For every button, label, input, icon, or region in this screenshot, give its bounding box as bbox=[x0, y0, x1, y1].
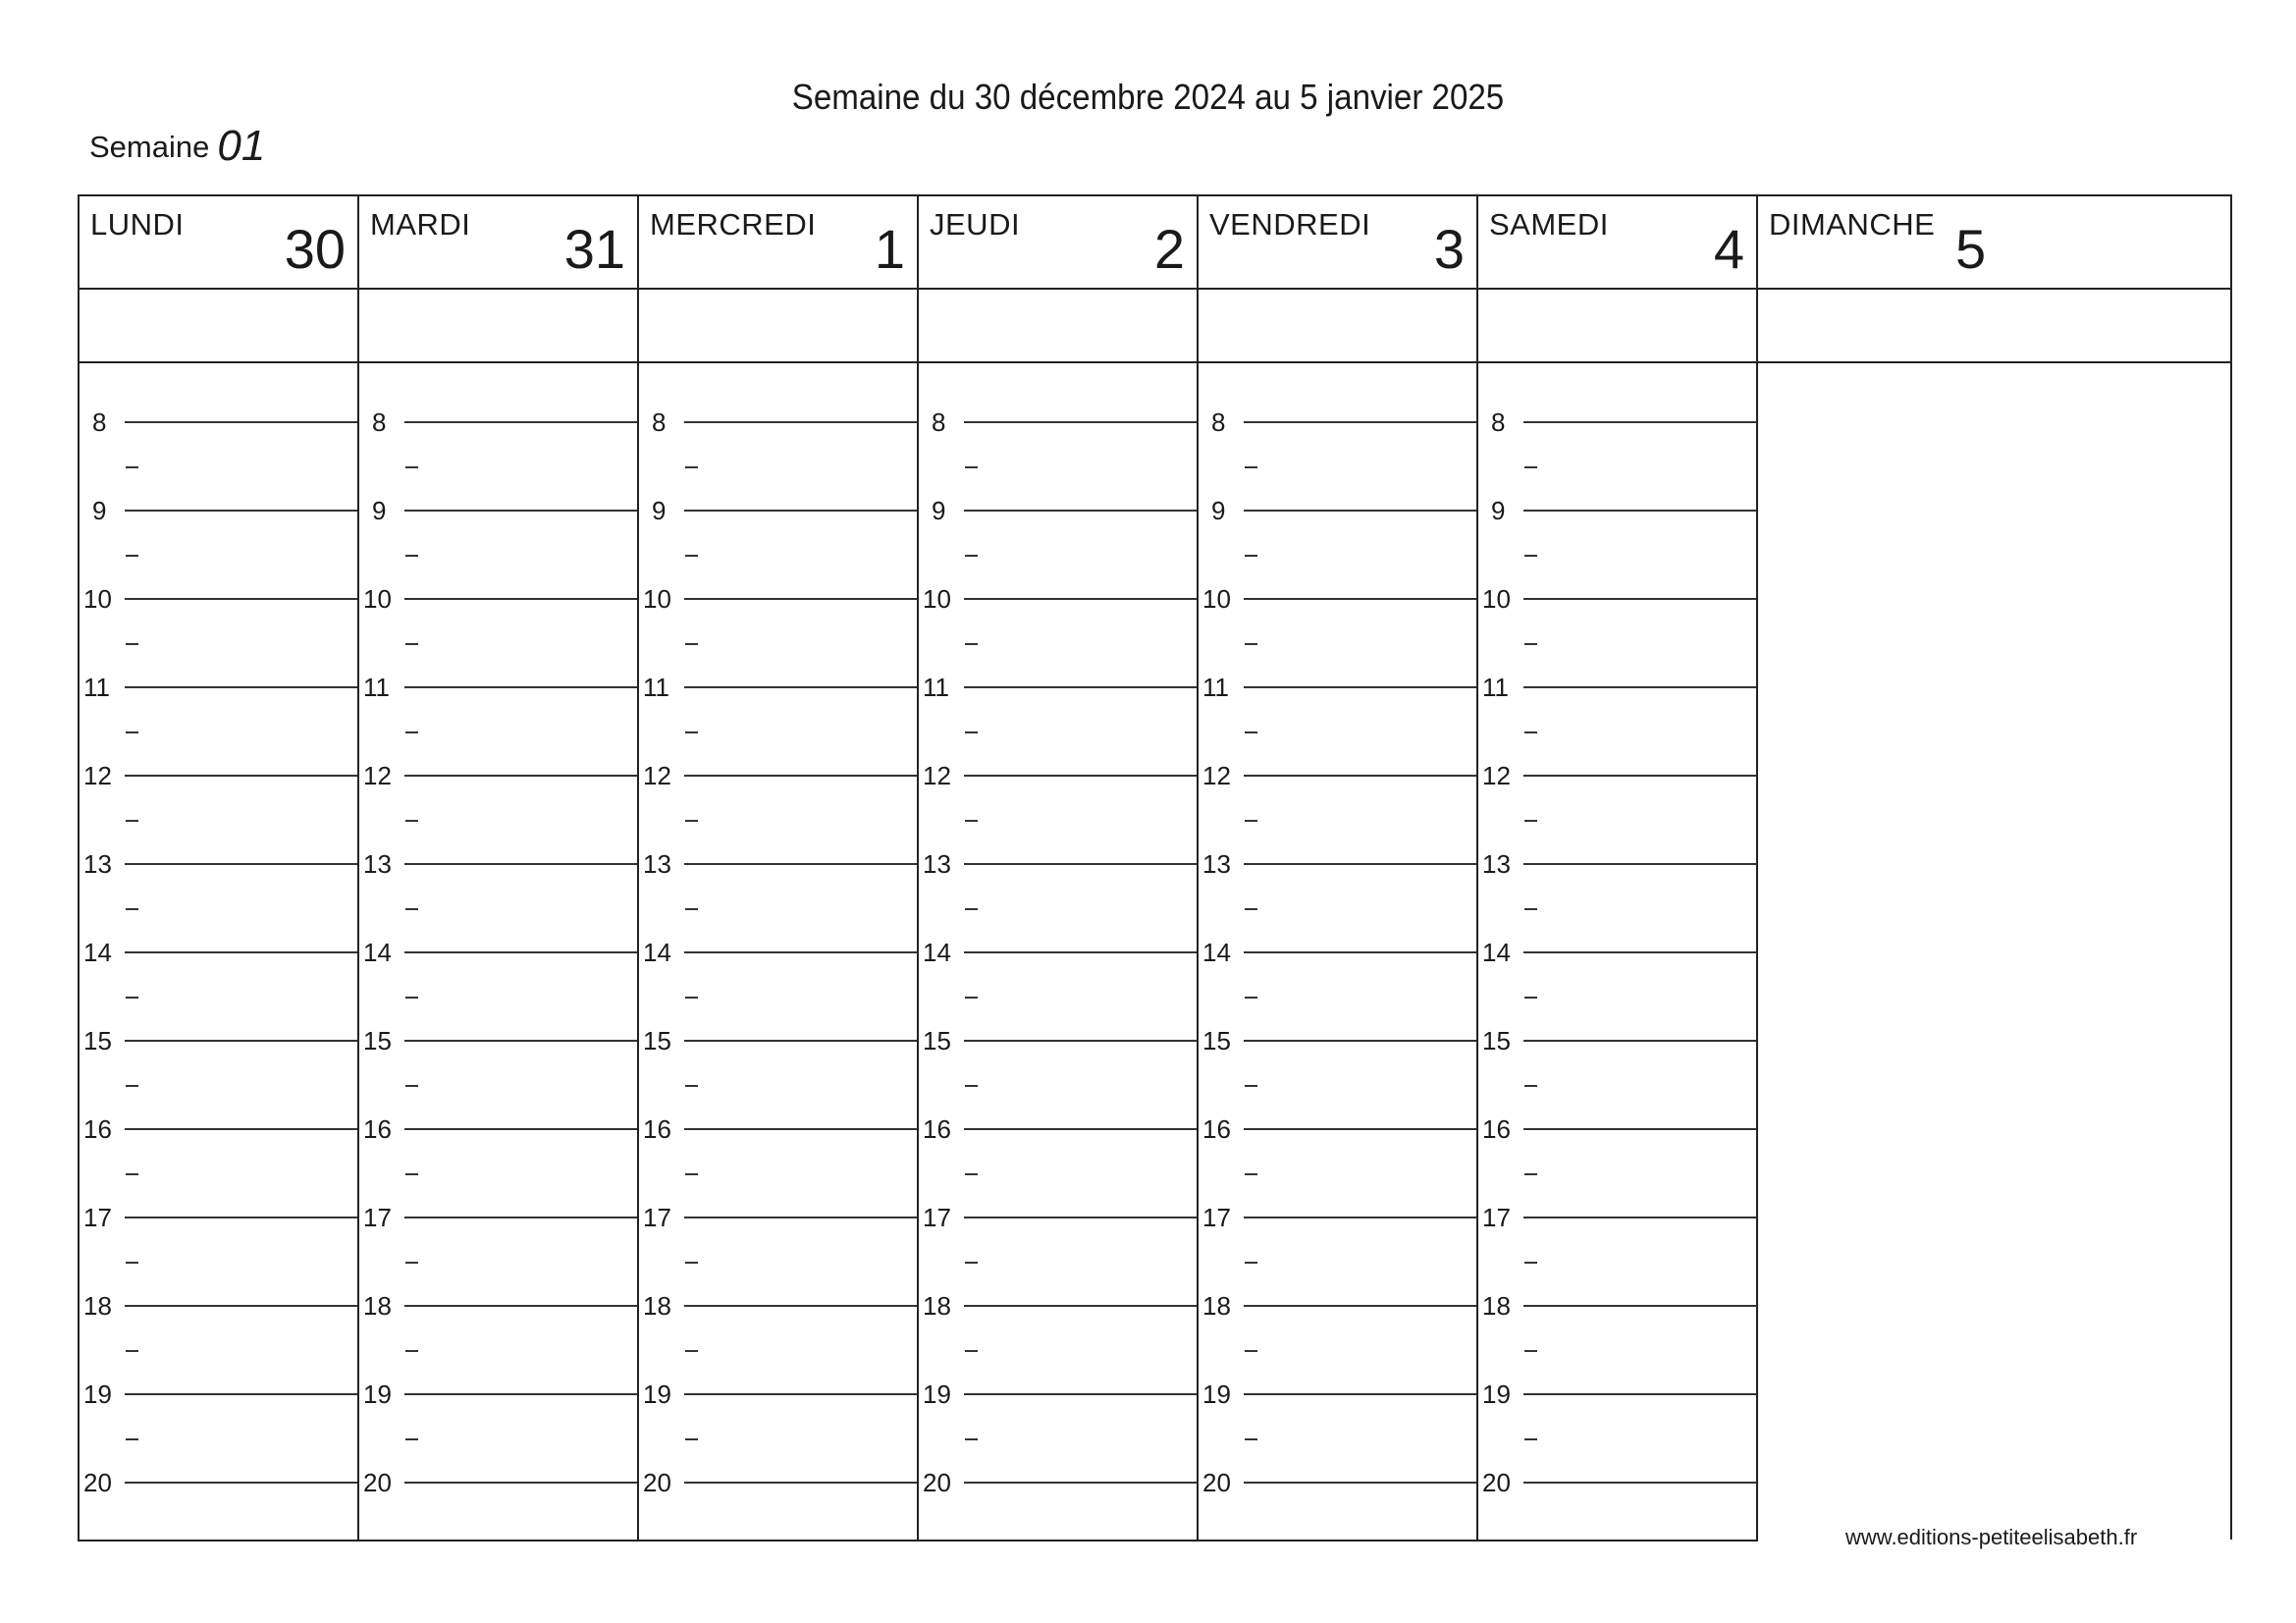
time-slot[interactable] bbox=[1197, 997, 1476, 1085]
hour-label: 19 bbox=[1482, 1380, 1511, 1409]
time-slot[interactable] bbox=[917, 555, 1197, 643]
time-slot[interactable] bbox=[917, 997, 1197, 1085]
hour-line bbox=[964, 863, 1197, 865]
hour-line bbox=[1523, 686, 1756, 688]
day-column-samedi bbox=[1476, 194, 1756, 1540]
hour-label: 14 bbox=[363, 938, 392, 967]
hour-line bbox=[964, 510, 1197, 512]
hour-line bbox=[125, 421, 357, 423]
hour-label: 19 bbox=[363, 1380, 392, 1409]
time-slot[interactable] bbox=[357, 997, 637, 1085]
time-slot[interactable] bbox=[1197, 555, 1476, 643]
day-name: LUNDI bbox=[90, 207, 185, 242]
hour-line bbox=[1523, 775, 1756, 777]
time-slot[interactable] bbox=[637, 643, 917, 731]
day-column-lundi bbox=[78, 194, 357, 1540]
day-name: VENDREDI bbox=[1209, 207, 1371, 242]
time-slot[interactable] bbox=[637, 555, 917, 643]
day-column-vendredi bbox=[1197, 194, 1476, 1540]
day-notes-area[interactable] bbox=[80, 290, 355, 359]
time-slot[interactable] bbox=[917, 731, 1197, 820]
hour-label: 11 bbox=[1202, 673, 1229, 702]
time-slot[interactable] bbox=[78, 1438, 357, 1527]
hour-line bbox=[684, 1217, 917, 1218]
day-notes-area[interactable] bbox=[359, 290, 635, 359]
hour-line bbox=[404, 863, 637, 865]
time-slot[interactable] bbox=[78, 997, 357, 1085]
hour-label: 11 bbox=[83, 673, 110, 702]
day-name: MERCREDI bbox=[650, 207, 817, 242]
time-slot[interactable] bbox=[78, 731, 357, 820]
time-slot[interactable] bbox=[357, 643, 637, 731]
week-prefix: Semaine bbox=[89, 130, 210, 164]
hour-label: 18 bbox=[923, 1291, 951, 1321]
hour-label: 16 bbox=[363, 1114, 392, 1144]
hour-line bbox=[684, 1393, 917, 1395]
weekly-planner-grid bbox=[78, 194, 2230, 1540]
day-name: MARDI bbox=[370, 207, 471, 242]
time-slot[interactable] bbox=[357, 466, 637, 555]
hour-line bbox=[684, 510, 917, 512]
time-slot[interactable] bbox=[1476, 908, 1756, 997]
time-slot[interactable] bbox=[357, 1085, 637, 1173]
time-slot[interactable] bbox=[357, 820, 637, 908]
hour-line bbox=[125, 686, 357, 688]
hour-label: 14 bbox=[83, 938, 112, 967]
time-slot[interactable] bbox=[1476, 643, 1756, 731]
day-date: 1 bbox=[874, 218, 905, 280]
hour-line bbox=[1244, 1482, 1476, 1484]
hour-line bbox=[1523, 1040, 1756, 1042]
hour-label: 17 bbox=[923, 1203, 951, 1232]
hour-line bbox=[964, 775, 1197, 777]
hour-label: 10 bbox=[1202, 584, 1231, 614]
day-date: 3 bbox=[1433, 218, 1465, 280]
week-label bbox=[89, 122, 265, 171]
hour-label: 14 bbox=[1482, 938, 1511, 967]
hour-line bbox=[1244, 1128, 1476, 1130]
hour-label: 13 bbox=[1202, 849, 1231, 879]
hour-label: 17 bbox=[363, 1203, 392, 1232]
hour-line bbox=[1523, 1128, 1756, 1130]
time-slot[interactable] bbox=[78, 820, 357, 908]
hour-label: 19 bbox=[83, 1380, 112, 1409]
hour-label: 18 bbox=[643, 1291, 671, 1321]
time-slot[interactable] bbox=[78, 643, 357, 731]
footer-url: www.editions-petiteelisabeth.fr bbox=[1845, 1525, 2138, 1549]
hour-label: 20 bbox=[923, 1468, 951, 1497]
hour-label: 17 bbox=[1482, 1203, 1511, 1232]
hour-line bbox=[1523, 421, 1756, 423]
hour-label: 9 bbox=[932, 496, 946, 525]
time-slot[interactable] bbox=[917, 1173, 1197, 1262]
hour-line bbox=[964, 1393, 1197, 1395]
hour-label: 18 bbox=[363, 1291, 392, 1321]
hour-line bbox=[964, 421, 1197, 423]
day-name: SAMEDI bbox=[1489, 207, 1609, 242]
hour-line bbox=[125, 1393, 357, 1395]
hour-line bbox=[964, 1482, 1197, 1484]
hour-line bbox=[1244, 510, 1476, 512]
time-slot[interactable] bbox=[637, 378, 917, 466]
time-slot[interactable] bbox=[637, 1438, 917, 1527]
day-notes-area[interactable] bbox=[1478, 290, 1754, 359]
hour-label: 14 bbox=[1202, 938, 1231, 967]
hour-line bbox=[684, 1305, 917, 1307]
hour-line bbox=[125, 1305, 357, 1307]
hour-label: 16 bbox=[923, 1114, 951, 1144]
time-slot[interactable] bbox=[917, 643, 1197, 731]
time-slot[interactable] bbox=[357, 378, 637, 466]
time-slot[interactable] bbox=[1197, 731, 1476, 820]
hour-label: 9 bbox=[92, 496, 107, 525]
day-notes-area[interactable] bbox=[639, 290, 915, 359]
hour-label: 8 bbox=[652, 407, 667, 437]
time-slot[interactable] bbox=[1476, 555, 1756, 643]
hour-line bbox=[404, 1128, 637, 1130]
hour-label: 16 bbox=[83, 1114, 112, 1144]
hour-label: 15 bbox=[1482, 1026, 1511, 1055]
hour-label: 11 bbox=[643, 673, 669, 702]
time-slot[interactable] bbox=[1476, 466, 1756, 555]
hour-line bbox=[125, 1128, 357, 1130]
hour-line bbox=[404, 1305, 637, 1307]
hour-label: 20 bbox=[643, 1468, 671, 1497]
hour-label: 17 bbox=[1202, 1203, 1231, 1232]
time-slot[interactable] bbox=[1476, 1085, 1756, 1173]
hour-label: 9 bbox=[1491, 496, 1506, 525]
time-slot[interactable] bbox=[357, 555, 637, 643]
time-slot[interactable] bbox=[1197, 643, 1476, 731]
hour-line bbox=[684, 1482, 917, 1484]
time-slot[interactable] bbox=[1476, 378, 1756, 466]
time-slot[interactable] bbox=[637, 1262, 917, 1350]
time-slot[interactable] bbox=[78, 1350, 357, 1438]
hour-line bbox=[404, 510, 637, 512]
hour-line bbox=[1523, 1482, 1756, 1484]
hour-label: 20 bbox=[1202, 1468, 1231, 1497]
hour-line bbox=[125, 598, 357, 600]
hour-line bbox=[404, 1040, 637, 1042]
time-slot[interactable] bbox=[917, 1262, 1197, 1350]
time-slot[interactable] bbox=[357, 1173, 637, 1262]
time-slot[interactable] bbox=[78, 555, 357, 643]
hour-label: 10 bbox=[363, 584, 392, 614]
day-notes-area[interactable] bbox=[1199, 290, 1474, 359]
hour-line bbox=[684, 863, 917, 865]
hour-line bbox=[964, 1305, 1197, 1307]
hour-line bbox=[404, 1217, 637, 1218]
hour-line bbox=[684, 686, 917, 688]
hour-label: 18 bbox=[1202, 1291, 1231, 1321]
time-slot[interactable] bbox=[637, 997, 917, 1085]
hour-line bbox=[684, 951, 917, 953]
hour-label: 15 bbox=[643, 1026, 671, 1055]
hour-label: 8 bbox=[92, 407, 107, 437]
hour-label: 16 bbox=[1202, 1114, 1231, 1144]
day-notes-area[interactable] bbox=[919, 290, 1195, 359]
hour-line bbox=[404, 686, 637, 688]
day-date: 31 bbox=[563, 218, 625, 280]
time-slot[interactable] bbox=[1197, 908, 1476, 997]
hour-line bbox=[1244, 1393, 1476, 1395]
time-slot[interactable] bbox=[357, 1350, 637, 1438]
hour-line bbox=[125, 1217, 357, 1218]
hour-line bbox=[684, 1040, 917, 1042]
day-date: 5 bbox=[1955, 218, 1987, 280]
time-slot[interactable] bbox=[637, 1173, 917, 1262]
hour-line bbox=[1523, 1217, 1756, 1218]
hour-line bbox=[125, 775, 357, 777]
hour-line bbox=[1523, 951, 1756, 953]
time-slot[interactable] bbox=[78, 1173, 357, 1262]
hour-label: 15 bbox=[923, 1026, 951, 1055]
hour-label: 11 bbox=[363, 673, 390, 702]
hour-line bbox=[684, 421, 917, 423]
day-column-mercredi bbox=[637, 194, 917, 1540]
time-slot[interactable] bbox=[78, 1085, 357, 1173]
hour-line bbox=[1523, 510, 1756, 512]
time-slot[interactable] bbox=[917, 378, 1197, 466]
hour-label: 9 bbox=[652, 496, 667, 525]
time-slot[interactable] bbox=[78, 1262, 357, 1350]
hour-line bbox=[964, 1040, 1197, 1042]
hour-label: 10 bbox=[1482, 584, 1511, 614]
hour-label: 13 bbox=[83, 849, 112, 879]
hour-line bbox=[1523, 598, 1756, 600]
hour-line bbox=[684, 598, 917, 600]
hour-line bbox=[1244, 421, 1476, 423]
hour-line bbox=[1244, 1040, 1476, 1042]
time-slot[interactable] bbox=[357, 1262, 637, 1350]
hour-label: 19 bbox=[643, 1380, 671, 1409]
time-slot[interactable] bbox=[357, 1438, 637, 1527]
hour-line bbox=[404, 598, 637, 600]
hour-label: 13 bbox=[1482, 849, 1511, 879]
time-slot[interactable] bbox=[637, 466, 917, 555]
time-slot[interactable] bbox=[78, 378, 357, 466]
hour-label: 8 bbox=[372, 407, 387, 437]
time-slot[interactable] bbox=[357, 908, 637, 997]
hour-label: 11 bbox=[1482, 673, 1509, 702]
hour-label: 12 bbox=[1202, 761, 1231, 790]
hour-label: 11 bbox=[923, 673, 949, 702]
hour-line bbox=[125, 1482, 357, 1484]
hour-label: 12 bbox=[643, 761, 671, 790]
hour-line bbox=[1523, 863, 1756, 865]
hour-label: 10 bbox=[83, 584, 112, 614]
hour-label: 13 bbox=[363, 849, 392, 879]
hour-line bbox=[684, 775, 917, 777]
hour-label: 18 bbox=[83, 1291, 112, 1321]
hour-label: 8 bbox=[932, 407, 946, 437]
hour-line bbox=[1523, 1393, 1756, 1395]
hour-label: 13 bbox=[643, 849, 671, 879]
hour-label: 16 bbox=[643, 1114, 671, 1144]
time-slot[interactable] bbox=[637, 1085, 917, 1173]
hour-label: 9 bbox=[372, 496, 387, 525]
time-slot[interactable] bbox=[1476, 1350, 1756, 1438]
time-slot[interactable] bbox=[1197, 1085, 1476, 1173]
time-slot[interactable] bbox=[1197, 1262, 1476, 1350]
hour-label: 19 bbox=[1202, 1380, 1231, 1409]
hour-line bbox=[404, 1393, 637, 1395]
hour-label: 17 bbox=[643, 1203, 671, 1232]
hour-label: 17 bbox=[83, 1203, 112, 1232]
day-column-dimanche bbox=[1756, 194, 2230, 1540]
hour-label: 15 bbox=[83, 1026, 112, 1055]
hour-line bbox=[1244, 686, 1476, 688]
hour-line bbox=[1244, 863, 1476, 865]
hour-line bbox=[125, 863, 357, 865]
hour-line bbox=[684, 1128, 917, 1130]
hour-label: 20 bbox=[1482, 1468, 1511, 1497]
hour-line bbox=[404, 1482, 637, 1484]
hour-label: 12 bbox=[83, 761, 112, 790]
time-slot[interactable] bbox=[357, 731, 637, 820]
hour-line bbox=[964, 1217, 1197, 1218]
time-slot[interactable] bbox=[917, 908, 1197, 997]
hour-line bbox=[1244, 1217, 1476, 1218]
hour-line bbox=[964, 1128, 1197, 1130]
hour-label: 12 bbox=[1482, 761, 1511, 790]
day-name: DIMANCHE bbox=[1769, 207, 1936, 242]
time-slot[interactable] bbox=[917, 820, 1197, 908]
hour-label: 12 bbox=[363, 761, 392, 790]
hour-line bbox=[125, 1040, 357, 1042]
hour-line bbox=[404, 421, 637, 423]
day-column-mardi bbox=[357, 194, 637, 1540]
hour-label: 8 bbox=[1211, 407, 1226, 437]
day-date: 30 bbox=[284, 218, 346, 280]
hour-line bbox=[964, 951, 1197, 953]
time-slot[interactable] bbox=[917, 466, 1197, 555]
hour-line bbox=[964, 686, 1197, 688]
time-slot[interactable] bbox=[637, 731, 917, 820]
time-slot[interactable] bbox=[917, 1350, 1197, 1438]
hour-label: 14 bbox=[643, 938, 671, 967]
hour-line bbox=[1523, 1305, 1756, 1307]
hour-label: 13 bbox=[923, 849, 951, 879]
hour-label: 10 bbox=[923, 584, 951, 614]
hour-label: 12 bbox=[923, 761, 951, 790]
day-column-jeudi bbox=[917, 194, 1197, 1540]
time-slot[interactable] bbox=[1197, 378, 1476, 466]
hour-line bbox=[1244, 598, 1476, 600]
time-slot[interactable] bbox=[1476, 1262, 1756, 1350]
hour-line bbox=[1244, 775, 1476, 777]
hour-line bbox=[125, 951, 357, 953]
time-slot[interactable] bbox=[637, 820, 917, 908]
day-name: JEUDI bbox=[930, 207, 1021, 242]
hour-label: 14 bbox=[923, 938, 951, 967]
day-date: 2 bbox=[1153, 218, 1185, 280]
time-slot[interactable] bbox=[917, 1085, 1197, 1173]
hour-label: 18 bbox=[1482, 1291, 1511, 1321]
day-date: 4 bbox=[1713, 218, 1744, 280]
time-slot[interactable] bbox=[637, 908, 917, 997]
hour-line bbox=[1244, 1305, 1476, 1307]
time-slot[interactable] bbox=[637, 1350, 917, 1438]
hour-label: 19 bbox=[923, 1380, 951, 1409]
hour-label: 9 bbox=[1211, 496, 1226, 525]
hour-label: 10 bbox=[643, 584, 671, 614]
day-notes-area[interactable] bbox=[1758, 290, 2228, 359]
time-slot[interactable] bbox=[1197, 466, 1476, 555]
hour-line bbox=[404, 951, 637, 953]
grid-bottom-border bbox=[78, 1540, 1758, 1542]
time-slot[interactable] bbox=[1476, 1438, 1756, 1527]
time-slot[interactable] bbox=[78, 466, 357, 555]
page-title: Semaine du 30 décembre 2024 au 5 janvier 2025 bbox=[791, 77, 1505, 117]
sunday-free-area[interactable] bbox=[1758, 363, 2228, 1538]
hour-line bbox=[404, 775, 637, 777]
hour-line bbox=[125, 510, 357, 512]
time-slot[interactable] bbox=[1197, 1173, 1476, 1262]
hour-label: 15 bbox=[363, 1026, 392, 1055]
hour-label: 8 bbox=[1491, 407, 1506, 437]
time-slot[interactable] bbox=[1476, 731, 1756, 820]
time-slot[interactable] bbox=[917, 1438, 1197, 1527]
column-border bbox=[2230, 194, 2232, 1540]
hour-label: 20 bbox=[83, 1468, 112, 1497]
time-slot[interactable] bbox=[1476, 1173, 1756, 1262]
hour-label: 20 bbox=[363, 1468, 392, 1497]
hour-line bbox=[964, 598, 1197, 600]
time-slot[interactable] bbox=[78, 908, 357, 997]
hour-label: 15 bbox=[1202, 1026, 1231, 1055]
week-number: 01 bbox=[217, 122, 266, 170]
hour-line bbox=[1244, 951, 1476, 953]
time-slot[interactable] bbox=[1476, 820, 1756, 908]
time-slot[interactable] bbox=[1476, 997, 1756, 1085]
time-slot[interactable] bbox=[1197, 1438, 1476, 1527]
hour-label: 16 bbox=[1482, 1114, 1511, 1144]
time-slot[interactable] bbox=[1197, 1350, 1476, 1438]
time-slot[interactable] bbox=[1197, 820, 1476, 908]
